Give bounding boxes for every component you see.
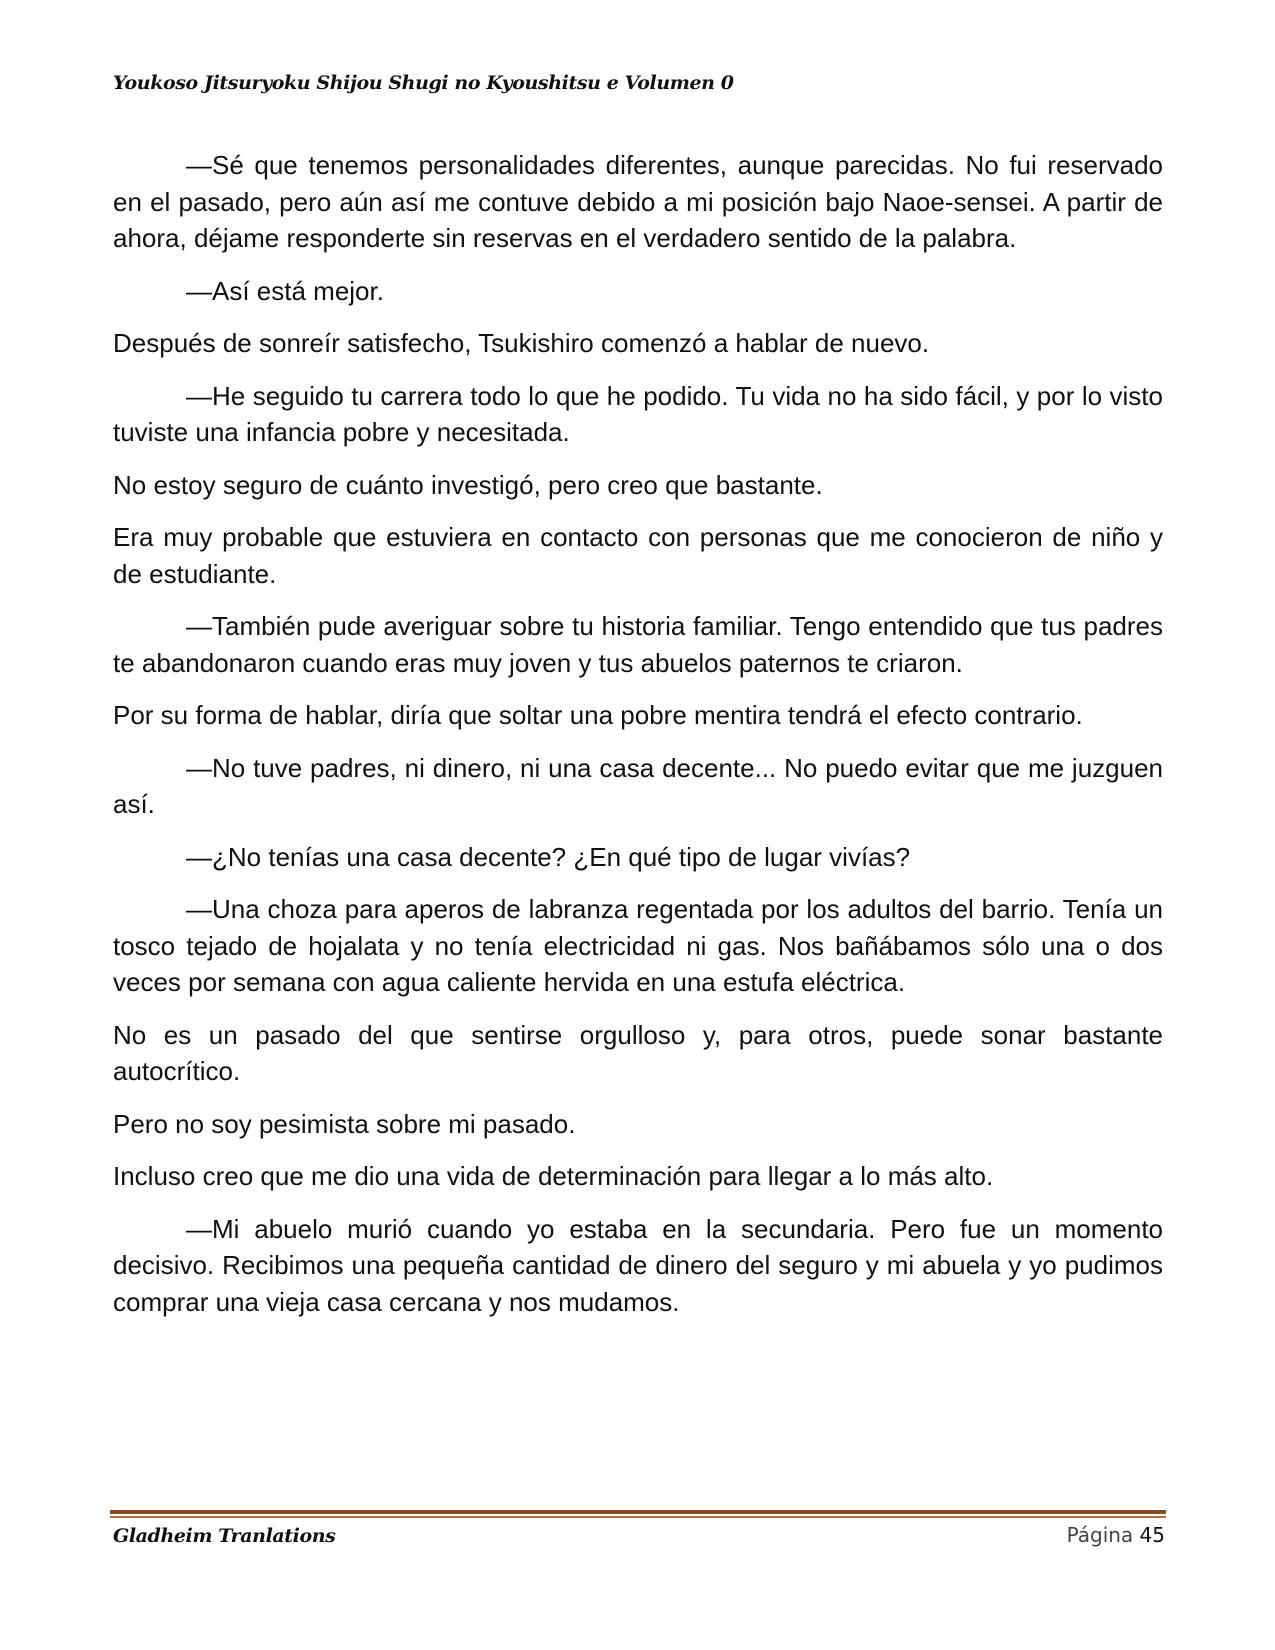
footer-divider-thin [110,1516,1166,1518]
footer-divider [110,1510,1166,1518]
paragraph: —Así está mejor. [186,275,384,306]
paragraph: —Una choza para aperos de labranza regentada por los adultos del barrio. Tenía un tosco tejado de hojalata y no tenía electricidad ni gas. Nos bañábamos sólo una o dos veces por semana con agua caliente hervida en una estufa eléctrica. [113,894,1163,997]
paragraph: Era muy probable que estuviera en contacto con personas que me conocieron de niño y de estudiante. [113,522,1163,589]
footer-translator: Gladheim Tranlations [113,1525,336,1547]
paragraph: Pero no soy pesimista sobre mi pasado. [113,1108,576,1139]
page-number [1067,1523,1165,1547]
paragraph: —También pude averiguar sobre tu historia familiar. Tengo entendido que tus padres te abandonaron cuando eras muy joven y tus abuelos paternos te criaron. [113,611,1163,678]
paragraph: Incluso creo que me dio una vida de determinación para llegar a lo más alto. [113,1161,994,1191]
paragraph: Por su forma de hablar, diría que soltar una pobre mentira tendrá el efecto contrario. [113,700,1083,730]
paragraph: —He seguido tu carrera todo lo que he podido. Tu vida no ha sido fácil, y por lo visto tuviste una infancia pobre y necesitada. [113,380,1163,447]
paragraph: —¿No tenías una casa decente? ¿En qué tipo de lugar vivías? [186,841,911,872]
page-label: Página [1066,1523,1134,1547]
paragraph: —No tuve padres, ni dinero, ni una casa decente... No puedo evitar que me juzguen así. [113,752,1163,819]
paragraph: No es un pasado del que sentirse orgulloso y, para otros, puede sonar bastante autocrítico. [113,1019,1163,1086]
paragraph: Después de sonreír satisfecho, Tsukishiro comenzó a hablar de nuevo. [113,328,930,358]
running-header: Youkoso Jitsuryoku Shijou Shugi no Kyoushitsu e Volumen 0 [113,72,734,94]
page-number-value: 45 [1139,1523,1165,1547]
paragraph: —Mi abuelo murió cuando yo estaba en la secundaria. Pero fue un momento decisivo. Recibimos una pequeña cantidad de dinero del seguro y mi abuela y yo pudimos comprar una vieja casa cercana y nos mudamos. [113,1213,1163,1317]
paragraph: —Sé que tenemos personalidades diferentes, aunque parecidas. No fui reservado en el pasado, pero aún así me contuve debido a mi posición bajo Naoe-sensei. A partir de ahora, déjame responderte sin reservas en el verdadero sentido de la palabra. [113,150,1163,253]
paragraph: No estoy seguro de cuánto investigó, pero creo que bastante. [113,469,823,500]
page-body [113,147,1163,1336]
footer-divider-thick [110,1510,1166,1514]
